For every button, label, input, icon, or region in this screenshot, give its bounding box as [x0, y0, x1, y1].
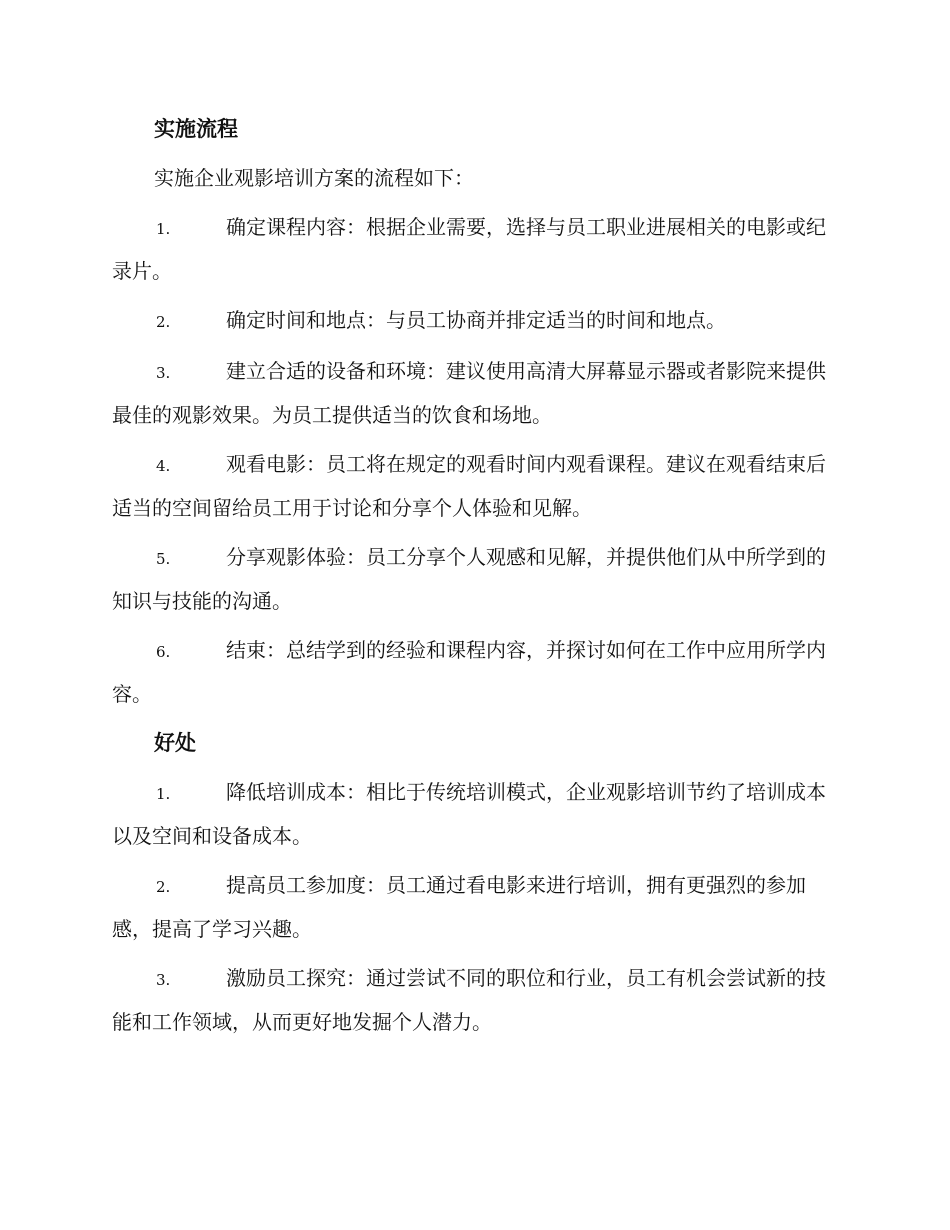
list-item	[112, 864, 836, 950]
list-item-number: 2.	[156, 313, 171, 331]
list-item-text: 提高员工参加度：员工通过看电影来进行培训，拥有更强烈的参加感，提高了学习兴趣。	[112, 873, 806, 941]
list-item-text: 分享观影体验：员工分享个人观感和见解，并提供他们从中所学到的知识与技能的沟通。	[112, 545, 826, 613]
list-item	[112, 206, 836, 292]
section-intro-process: 实施企业观影培训方案的流程如下：	[154, 166, 474, 190]
list-item-text: 确定课程内容：根据企业需要，选择与员工职业进展相关的电影或纪录片。	[112, 215, 826, 283]
list-item	[112, 350, 836, 436]
document-page	[112, 108, 836, 1050]
list-item-number: 1.	[156, 220, 171, 238]
list-item-text: 降低培训成本：相比于传统培训模式，企业观影培训节约了培训成本以及空间和设备成本。	[112, 780, 826, 848]
section-heading-process: 实施流程	[154, 116, 238, 141]
list-item	[112, 536, 836, 622]
list-item-text: 确定时间和地点：与员工协商并排定适当的时间和地点。	[226, 308, 726, 332]
list-item-number: 5.	[156, 550, 171, 568]
list-item	[112, 771, 836, 857]
list-item-number: 2.	[156, 878, 171, 896]
list-item-number: 4.	[156, 457, 171, 475]
list-item	[112, 957, 836, 1043]
list-item-text: 结束：总结学到的经验和课程内容，并探讨如何在工作中应用所学内容。	[112, 638, 826, 706]
section-heading-benefits: 好处	[154, 730, 196, 755]
list-item-number: 3.	[156, 971, 171, 989]
list-item	[112, 299, 836, 343]
list-item-number: 1.	[156, 785, 171, 803]
list-item	[112, 443, 836, 529]
list-item-number: 3.	[156, 364, 171, 382]
list-item-text: 观看电影：员工将在规定的观看时间内观看课程。建议在观看结束后适当的空间留给员工用于讨论和分享个人体验和见解。	[112, 452, 826, 520]
list-item	[112, 629, 836, 715]
list-item-number: 6.	[156, 643, 171, 661]
list-item-text: 建立合适的设备和环境：建议使用高清大屏幕显示器或者影院来提供最佳的观影效果。为员工提供适当的饮食和场地。	[112, 359, 826, 427]
list-item-text: 激励员工探究：通过尝试不同的职位和行业，员工有机会尝试新的技能和工作领域，从而更好地发掘个人潜力。	[112, 966, 826, 1034]
